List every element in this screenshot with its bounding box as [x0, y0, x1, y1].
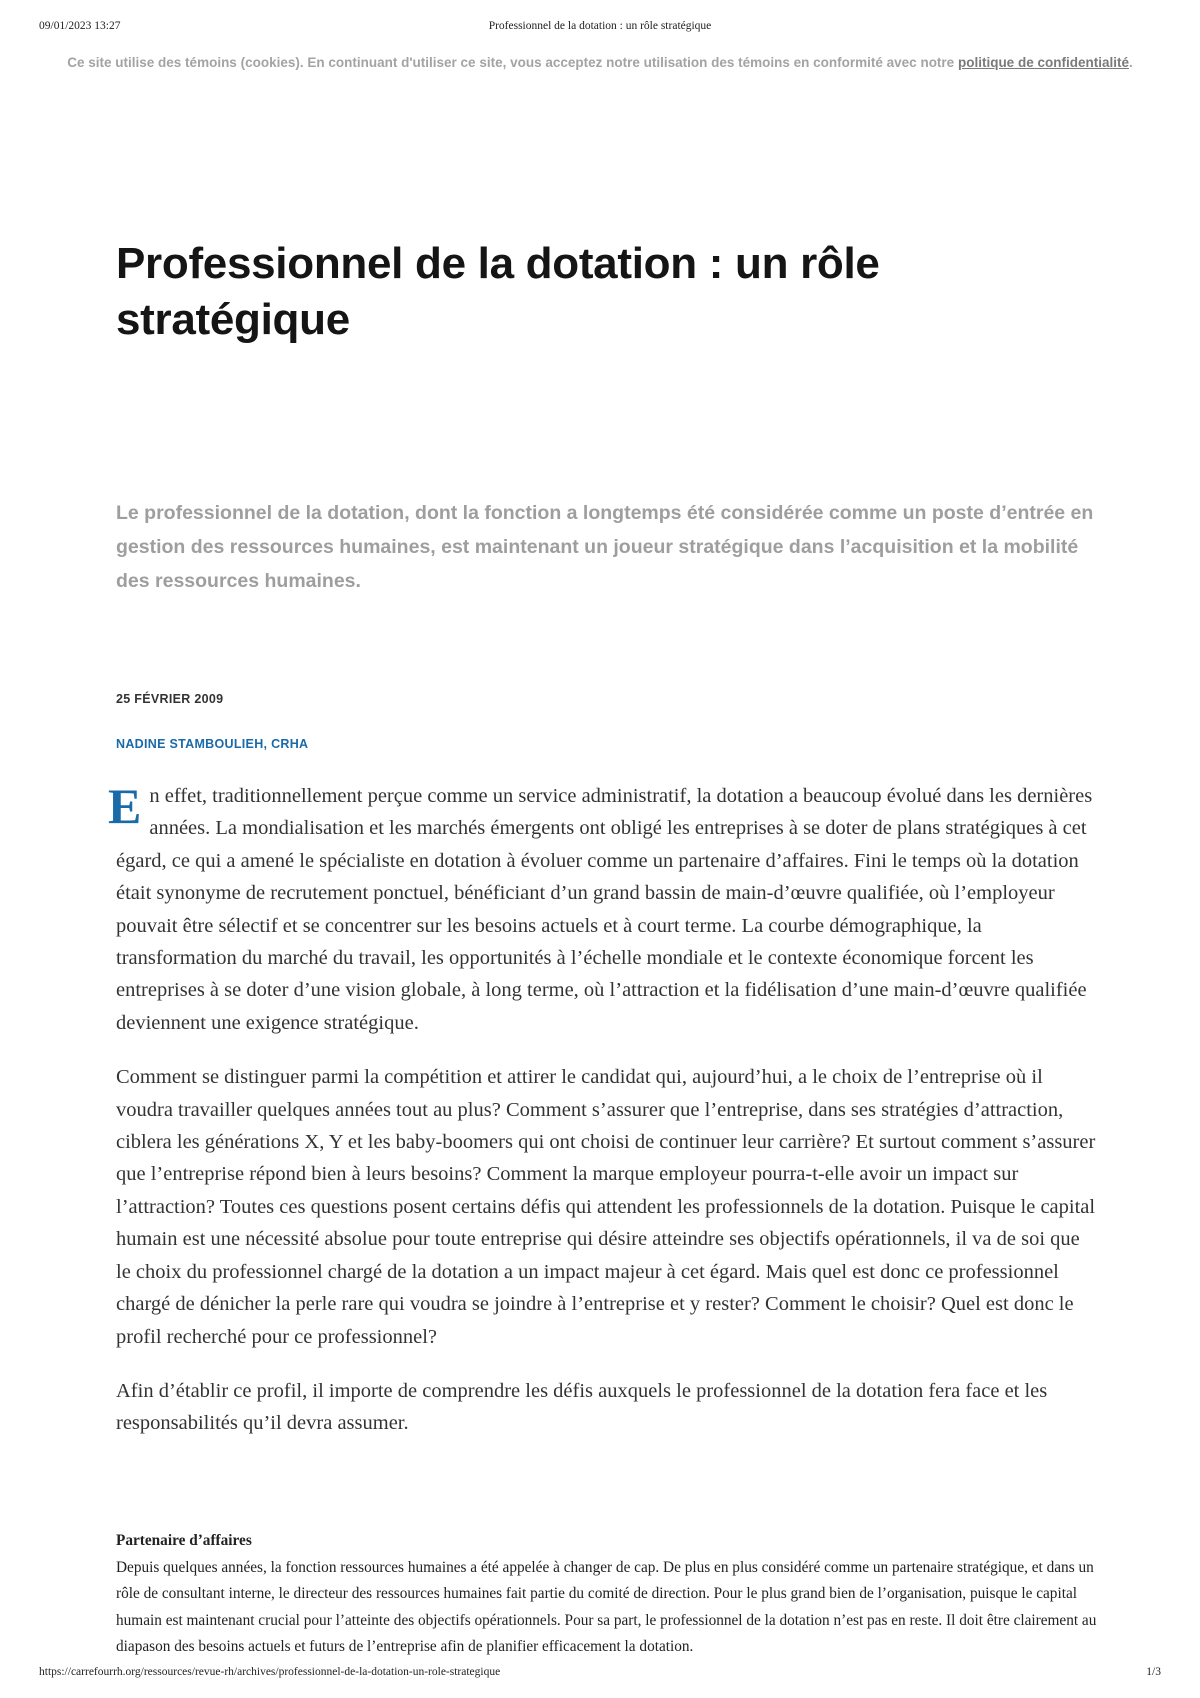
article-author-link[interactable]: NADINE STAMBOULIEH, CRHA — [116, 737, 309, 751]
paragraph-1 — [108, 778, 1098, 1039]
page-number: 1/3 — [1146, 1666, 1161, 1678]
cookie-notice — [60, 50, 1140, 76]
cookie-notice-suffix: . — [1128, 55, 1133, 70]
article-body — [108, 778, 1098, 1462]
paragraph-2: Comment se distinguer parmi la compétition et attirer le candidat qui, aujourd’hui, a le choix de l’entreprise où il voudra travailler quelques années tout au plus? Comment s’assurer que l’entreprise, dans ses stratégies d’attraction, ciblera les générations X, Y et les baby-boomers qui ont choisi de continuer leur carrière? Et surtout comment s’assurer que l’entreprise répond bien à leurs besoins? Comment la marque employeur pourra-t-elle avoir un impact sur l’attraction? Toutes ces questions posent certains défis qui attendent les professionnels de la dotation. Puisque le capital humain est une nécessité absolue pour toute entreprise qui désire atteindre ses objectifs opérationnels, il va de soi que le choix du professionnel chargé de la dotation a un impact majeur à cet égard. Mais quel est donc ce professionnel chargé de dénicher la perle rare qui voudra se joindre à l’entreprise et y rester? Comment le choisir? Quel est donc le profil recherché pour ce professionnel? — [116, 1066, 1096, 1348]
section-text: Depuis quelques années, la fonction ressources humaines a été appelée à changer de cap. De plus en plus considéré comme un partenaire stratégique, et dans un rôle de consultant interne, le directeur des ressources humaines fait partie du comité de direction. Pour le plus grand bien de l’organisation, puisque le capital humain est maintenant crucial pour l’atteinte des objectifs opérationnels. Pour sa part, le professionnel de la dotation n’est pas en reste. Il doit être clairement au diapason des besoins actuels et futurs de l’entreprise afin de planifier efficacement la dotation. — [116, 1558, 1097, 1655]
print-footer — [0, 1666, 1200, 1686]
print-header — [0, 20, 1200, 40]
article-date: 25 FÉVRIER 2009 — [116, 692, 224, 706]
print-datetime: 09/01/2023 13:27 — [39, 20, 121, 32]
print-page-title: Professionnel de la dotation : un rôle stratégique — [488, 20, 712, 32]
article-title: Professionnel de la dotation : un rôle stratégique — [116, 239, 880, 344]
print-url: https://carrefourrh.org/ressources/revue-rh/archives/professionnel-de-la-dotation-un-role-strategique — [39, 1666, 501, 1678]
paragraph-1-text: n effet, traditionnellement perçue comme un service administratif, la dotation a beaucoup évolué dans les dernières années. La mondialisation et les marchés émergents ont obligé les entreprises à se doter de plans stratégiques à cet égard, ce qui a amené le spécialiste en dotation à évoluer comme un partenaire d’affaires. Fini le temps où la dotation était synonyme de recrutement ponctuel, bénéficiant d’un grand bassin de main-d’œuvre qualifiée, où l’employeur pouvait être sélectif et se concentrer sur les besoins actuels et à court terme. La courbe démographique, la transformation du marché du travail, les opportunités à l’échelle mondiale et le contexte économique forcent les entreprises à se doter d’une vision globale, à long terme, où l’attraction et la fidélisation d’une main-d’œuvre qualifiée deviennent une exigence stratégique. — [116, 785, 1093, 1034]
article-lead: Le professionnel de la dotation, dont la fonction a longtemps été considérée comme un poste d’entrée en gestion des ressources humaines, est maintenant un joueur stratégique dans l’acquisition et la mobilité des ressources humaines. — [116, 502, 1094, 592]
paragraph-3: Afin d’établir ce profil, il importe de comprendre les défis auxquels le professionnel de la dotation fera face et les responsabilités qu’il devra assumer. — [116, 1379, 1048, 1435]
privacy-policy-link[interactable]: politique de confidentialité — [957, 55, 1129, 70]
section-heading: Partenaire d’affaires — [116, 1532, 252, 1549]
cookie-notice-text: Ce site utilise des témoins (cookies). En continuant d'utiliser ce site, vous acceptez notre utilisation des témoins en conformité avec notre — [67, 55, 958, 70]
drop-cap: E — [108, 778, 142, 834]
section-partenaire — [116, 1528, 1098, 1661]
